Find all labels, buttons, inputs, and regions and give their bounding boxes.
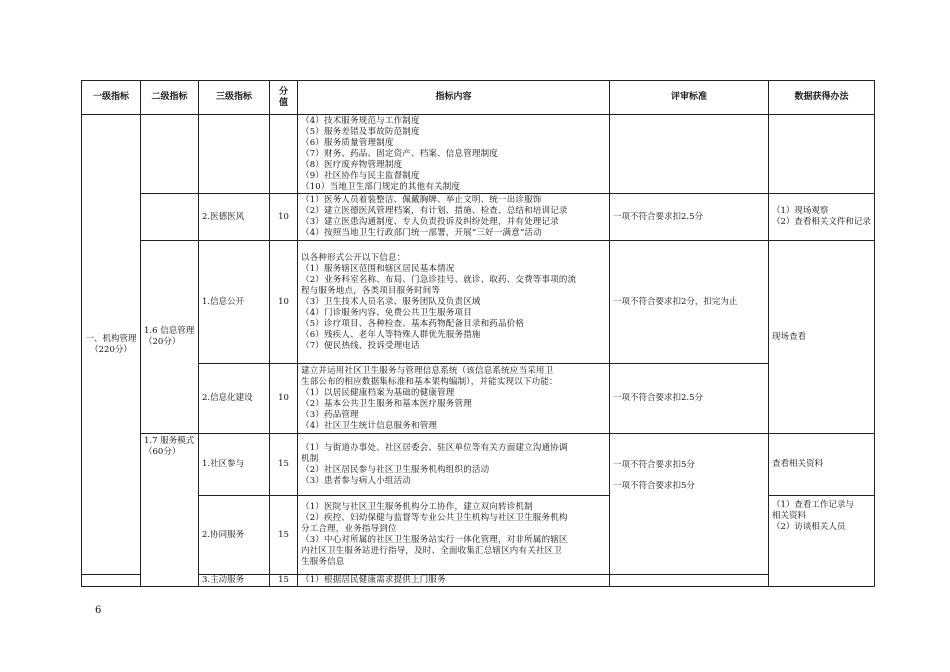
level2-cell [141, 241, 199, 434]
standard-cell: 一项不符合要求扣2分，扣完为止 [610, 241, 769, 364]
table-row [82, 575, 875, 587]
level2-label: 1.7 服务模式（60分） [144, 436, 195, 457]
standard-cell: 一项不符合要求扣5分 一项不符合要求扣5分 [610, 434, 769, 575]
standard-cell: 一项不符合要求扣2.5分 [610, 364, 769, 434]
method-cell: 现场查看 [769, 241, 875, 434]
score-cell: 10 [270, 194, 298, 241]
standard-cell-empty [610, 115, 769, 194]
level2-label: 1.6 信息管理（20分） [144, 326, 195, 347]
score-cell: 15 [270, 496, 298, 575]
level2-cell-empty [141, 115, 199, 194]
score-cell: 15 [270, 434, 298, 496]
header-method: 数据获得办法 [769, 81, 875, 115]
content-cell: （1）根据居民健康需求提供上门服务 [298, 575, 610, 587]
level3-cell: 2.协同服务 [199, 496, 270, 575]
level3-cell: 2.医德医风 [199, 194, 270, 241]
level3-cell-empty [199, 115, 270, 194]
score-cell: 15 [270, 575, 298, 587]
score-cell-empty [270, 115, 298, 194]
content-cell: （1）医院与社区卫生服务机构分工协作，建立双向转诊机制 （2）疾控、妇幼保健与监督等专业公共卫生机构与社区卫生服务机构 分工合理，业务指导到位 （3）中心对所属的社区卫生服务站实行一体化管理，对非所属的辖区 内社区卫生服务站进行指导，及时、全面收集汇总辖区内有关社区卫 生服务信息 [298, 496, 610, 575]
content-cell: （1）医务人员着装整洁、佩戴胸牌、举止文明、统一出诊服饰 （2）建立医德医风管理档案，有计划、措施、检查、总结和培训记录 （3）建立医患沟通制度、专人负责投诉及纠纷处理，并有处理记录 （4）按照当地卫生行政部门统一部署，开展“三好一满意”活动 [298, 194, 610, 241]
table-row [82, 364, 875, 434]
level2-cell-empty [141, 194, 199, 241]
content-cell: （4）技术服务规范与工作制度 （5）服务差错及事故防范制度 （6）服务质量管理制度 （7）财务、药品、固定资产、档案、信息管理制度 （8）医疗废弃物管理制度 （9）社区协作与民主监督制度 （10）当地卫生部门规定的其他有关制度 [298, 115, 610, 194]
standard-cell-empty [610, 575, 769, 587]
score-cell: 10 [270, 364, 298, 434]
level1-cell [82, 115, 141, 575]
level3-cell: 2.信息化建设 [199, 364, 270, 434]
header-row [82, 81, 875, 115]
header-level3: 三级指标 [199, 81, 270, 115]
method-cell: （1）现场观察 （2）查看相关文件和记录 [769, 194, 875, 241]
method-cell-empty [769, 115, 875, 194]
score-cell: 10 [270, 241, 298, 364]
method-cell: 查看相关资料 [769, 434, 875, 496]
content-cell: 以各种形式公开以下信息： （1）服务辖区范围和辖区居民基本情况 （2）业务科室名称、布局、门急诊挂号、就诊、取药、交费等事项的流 程与服务地点，各类项目服务时间等 （3）卫生技术人员名录、服务团队及负责区域 （4）门诊服务内容、免费公共卫生服务项目 （5）诊疗项目、各种检查、基本药物配备目录和药品价格 （6）残疾人、老年人等特殊人群优先服务措施 （7）便民热线、投诉受理电话 [298, 241, 610, 364]
header-standard: 评审标准 [610, 81, 769, 115]
method-cell: （1）查看工作记录与 相关资料 （2）访谈相关人员 [769, 496, 875, 587]
table-row [82, 194, 875, 241]
content-cell: 建立并运用社区卫生服务与管理信息系统（该信息系统应当采用卫 生部公布的相应数据集标准和基本架构编制），并能实现以下功能： （1）以居民健康档案为基础的健康管理 （2）基本公共卫生服务和基本医疗服务管理 （3）药品管理 （4）社区卫生统计信息服务和管理 [298, 364, 610, 434]
level3-cell: 3.主动服务 [199, 575, 270, 587]
header-level2: 二级指标 [141, 81, 199, 115]
standard-cell: 一项不符合要求扣2.5分 [610, 194, 769, 241]
level3-cell: 1.社区参与 [199, 434, 270, 496]
table-row [82, 241, 875, 364]
level2-cell [141, 434, 199, 587]
level1-label: 一、机构管理（220分） [85, 333, 137, 355]
level3-cell: 1.信息公开 [199, 241, 270, 364]
table-row [82, 115, 875, 194]
table-row [82, 434, 875, 496]
header-level1: 一级指标 [82, 81, 141, 115]
header-score: 分值 [270, 81, 298, 115]
evaluation-table [81, 80, 875, 587]
content-cell: （1）与街道办事处、社区居委会、驻区单位等有关方面建立沟通协调 机制 （2）社区居民参与社区卫生服务机构组织的活动 （3）患者参与病人小组活动 [298, 434, 610, 496]
page-number: 6 [95, 605, 102, 616]
level1-cell-empty [82, 575, 141, 587]
header-content: 指标内容 [298, 81, 610, 115]
